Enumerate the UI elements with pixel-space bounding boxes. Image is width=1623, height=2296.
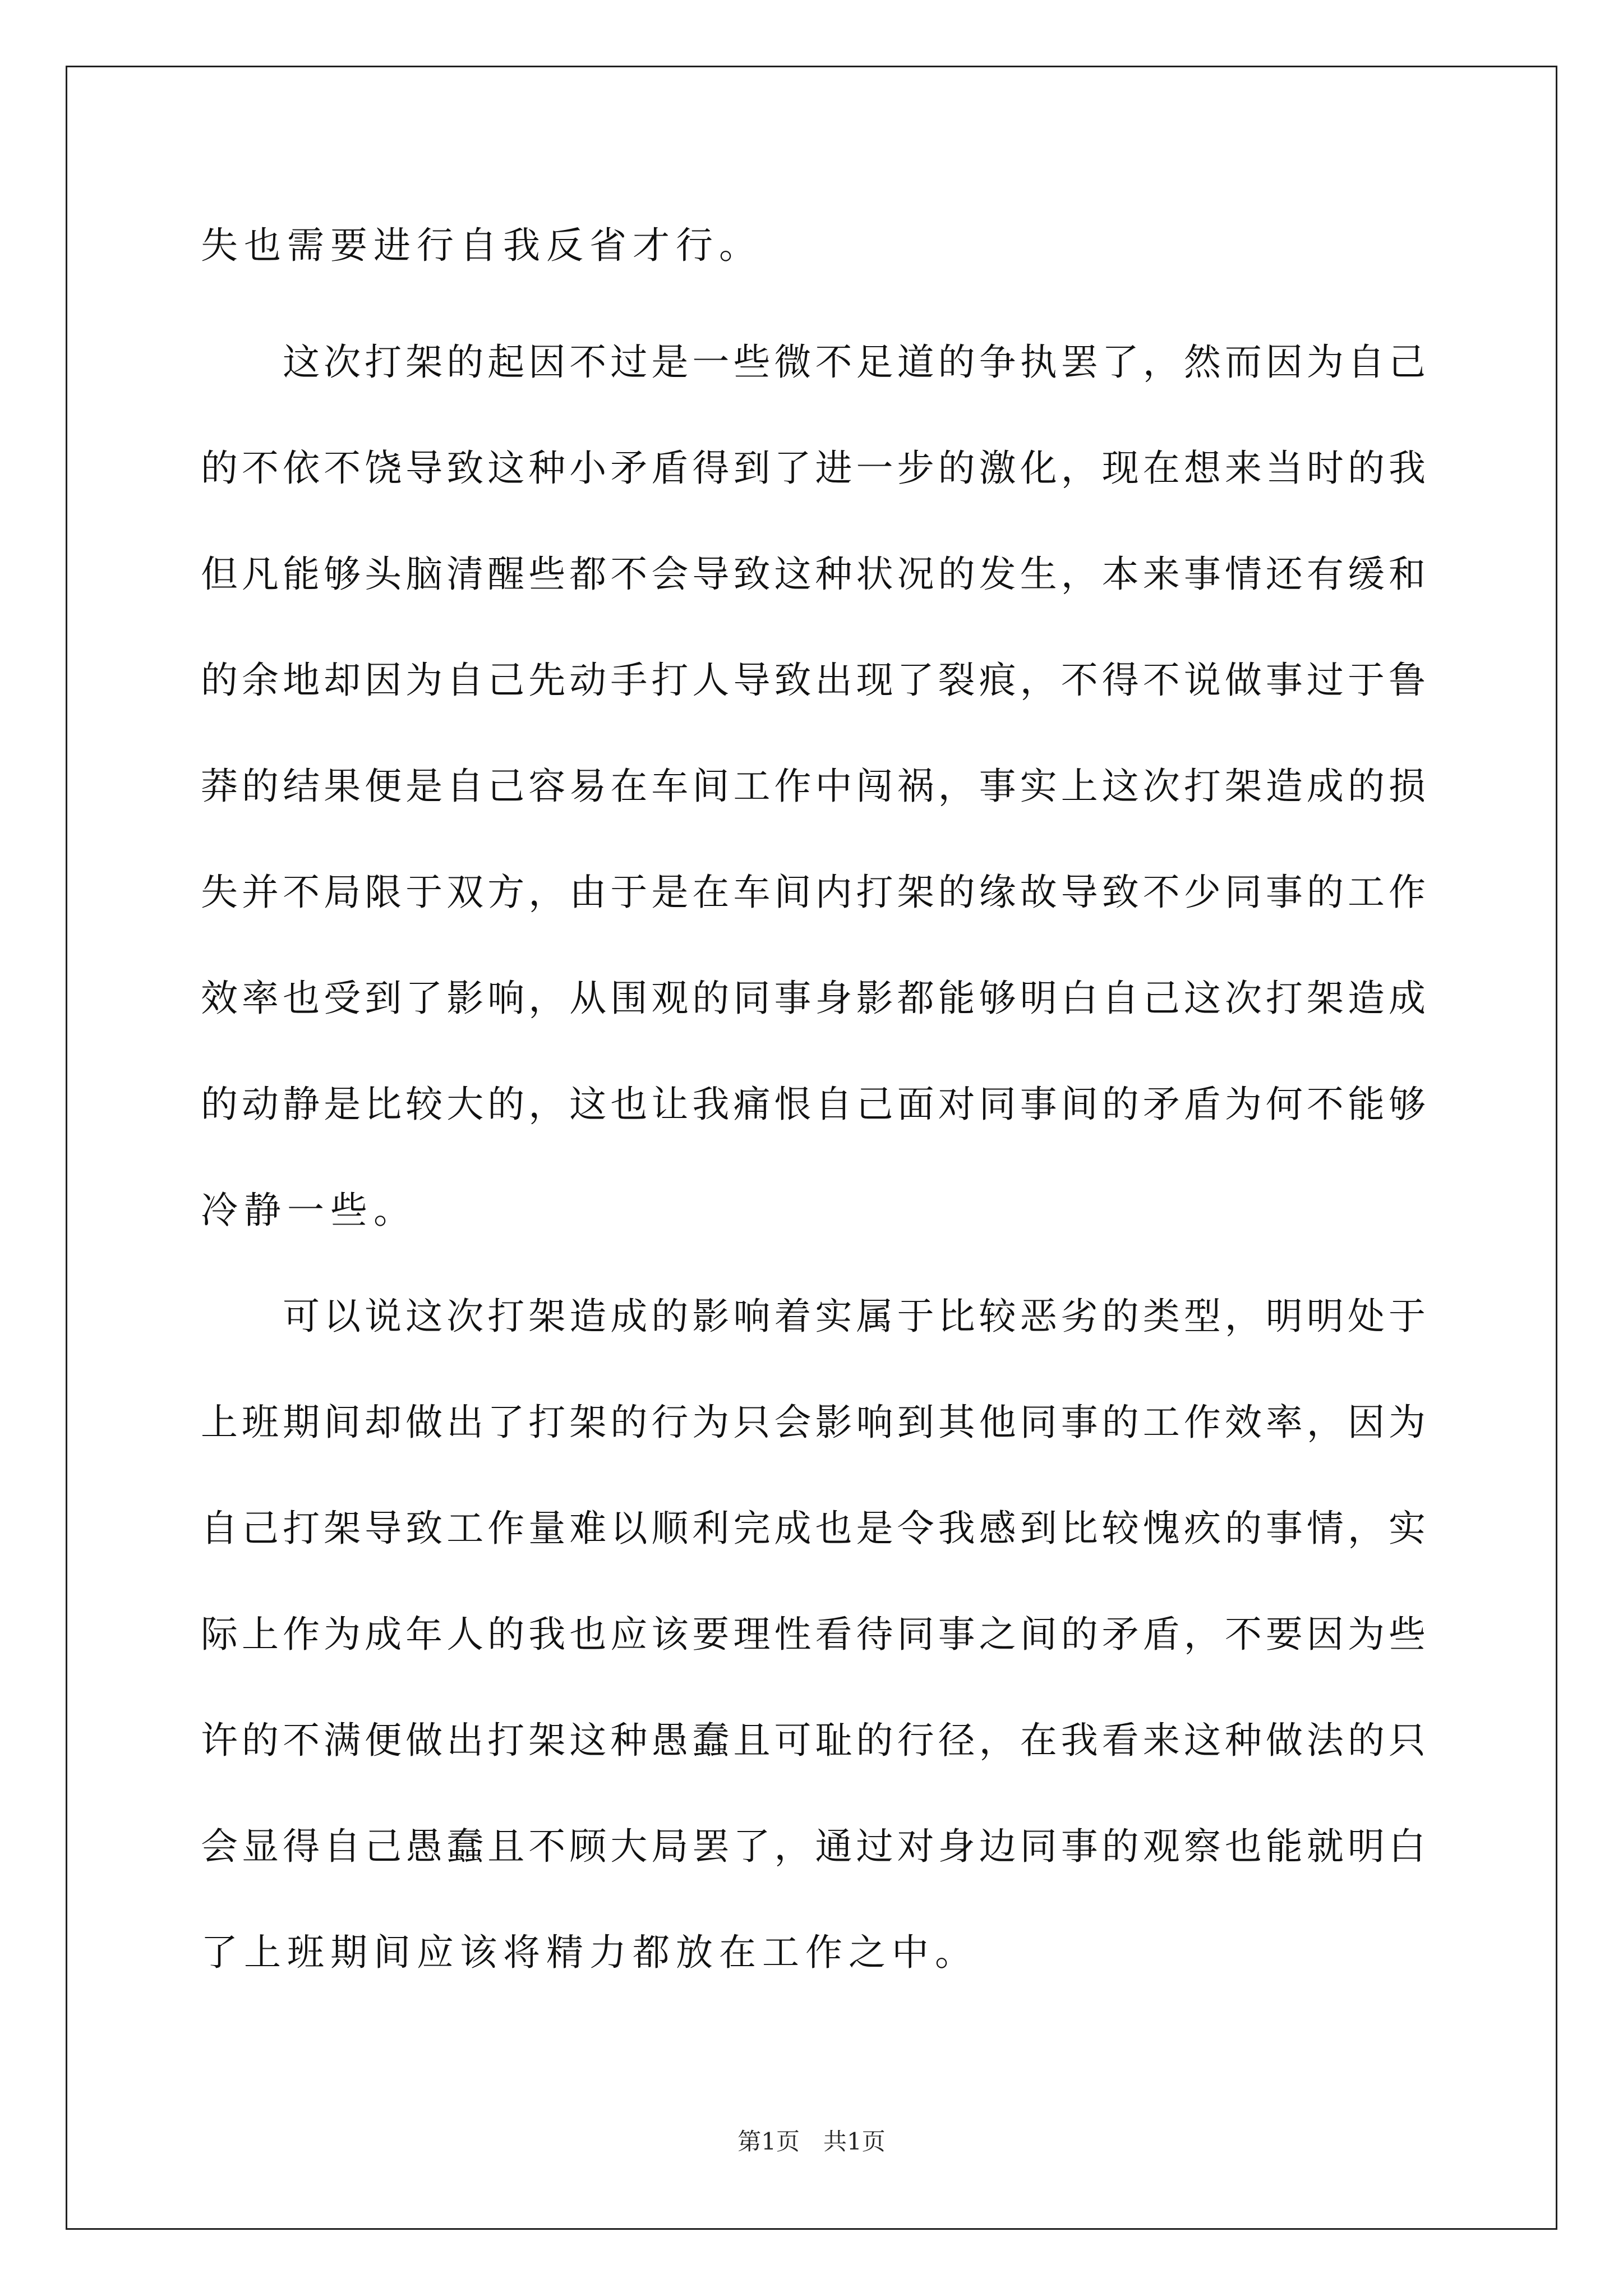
- text-line: 的动静是比较大的，这也让我痛恨自己面对同事间的矛盾为何不能够: [201, 1083, 1426, 1126]
- text-line: 上班期间却做出了打架的行为只会影响到其他同事的工作效率，因为: [201, 1401, 1426, 1444]
- text-line: 了上班期间应该将精力都放在工作之中。: [201, 1931, 978, 1974]
- text-line: 这次打架的起因不过是一些微不足道的争执罢了，然而因为自己: [201, 341, 1426, 384]
- text-line: 失并不局限于双方，由于是在车间内打架的缘故导致不少同事的工作: [201, 871, 1426, 914]
- text-line: 的不依不饶导致这种小矛盾得到了进一步的激化，现在想来当时的我: [201, 447, 1426, 490]
- text-line: 会显得自己愚蠢且不顾大局罢了，通过对身边同事的观察也能就明白: [201, 1825, 1426, 1868]
- text-line: 可以说这次打架造成的影响着实属于比较恶劣的类型，明明处于: [201, 1295, 1426, 1338]
- text-line: 自己打架导致工作量难以顺利完成也是令我感到比较愧疚的事情，实: [201, 1507, 1426, 1550]
- text-line: 冷静一些。: [201, 1189, 417, 1232]
- page-number-footer: 第1页 共1页: [737, 2128, 886, 2155]
- text-line: 但凡能够头脑清醒些都不会导致这种状况的发生，本来事情还有缓和: [201, 553, 1426, 596]
- text-line: 失也需要进行自我反省才行。: [201, 224, 762, 267]
- text-line: 许的不满便做出打架这种愚蠢且可耻的行径，在我看来这种做法的只: [201, 1719, 1426, 1762]
- text-line: 效率也受到了影响，从围观的同事身影都能够明白自己这次打架造成: [201, 977, 1426, 1020]
- text-line: 莽的结果便是自己容易在车间工作中闯祸，事实上这次打架造成的损: [201, 765, 1426, 808]
- text-line: 的余地却因为自己先动手打人导致出现了裂痕，不得不说做事过于鲁: [201, 659, 1426, 702]
- text-line: 际上作为成年人的我也应该要理性看待同事之间的矛盾，不要因为些: [201, 1613, 1426, 1656]
